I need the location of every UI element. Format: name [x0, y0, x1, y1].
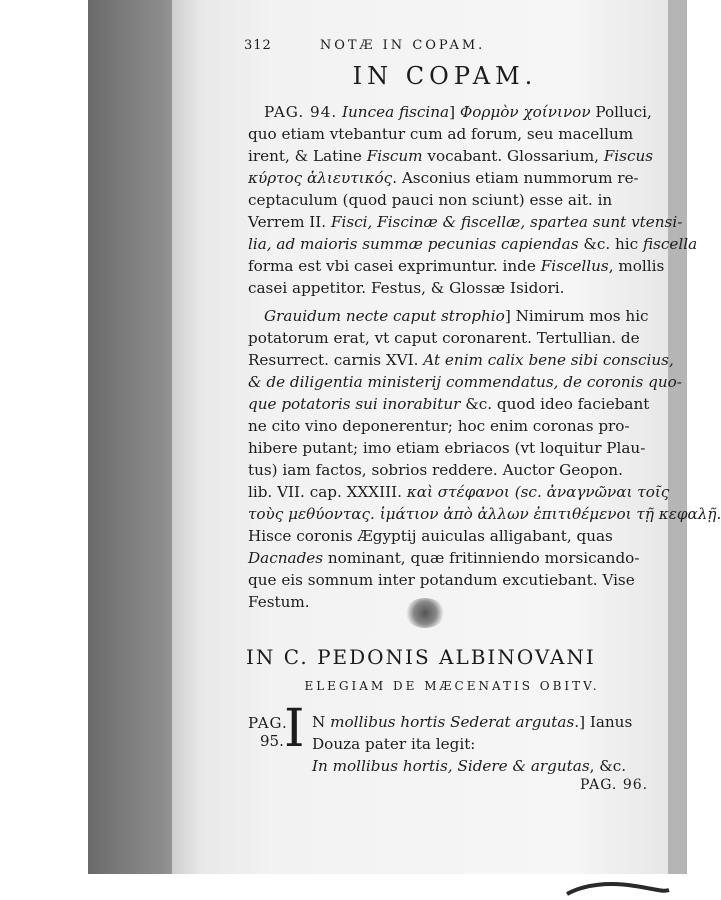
text-run: Fiscum — [366, 147, 423, 165]
elegy-line-2: Douza pater ita legit: — [312, 735, 476, 753]
text-run: &c. hic — [578, 235, 643, 253]
text-line — [248, 125, 652, 143]
text-run: Festum. — [248, 593, 310, 611]
text-run: κύρτος ἁλιευτικός — [248, 169, 393, 187]
text-line — [248, 191, 652, 209]
text-run: At enim calix bene sibi conscius, — [423, 351, 674, 369]
section2-title: IN C. PEDONIS ALBINOVANI — [246, 645, 596, 669]
text-run: mollibus hortis Sederat argutas. — [330, 713, 580, 731]
binding-wire — [565, 872, 670, 900]
text-line — [248, 505, 721, 523]
page-edge-right — [668, 0, 687, 880]
text-line — [248, 213, 683, 231]
book-spine-shadow — [88, 0, 178, 880]
text-run: Fiscus — [603, 147, 654, 165]
text-line — [248, 257, 665, 275]
text-run: Fisci, Fiscinæ & fiscellæ, spartea sunt vtensi- — [330, 213, 683, 231]
text-line — [248, 549, 652, 567]
text-run: fiscella — [642, 235, 698, 253]
scan-margin-left — [0, 0, 88, 900]
elegy-line-1 — [312, 713, 652, 731]
text-line — [248, 147, 652, 165]
text-run: forma est vbi casei exprimuntur. inde — [248, 257, 541, 275]
text-run: , &c. — [589, 757, 627, 775]
text-run: Hisce coronis Ægyptij auiculas alligabant, quas — [248, 527, 613, 545]
text-run: &c. quod ideo faciebant — [460, 395, 650, 413]
text-run: ne cito vino deponerentur; hoc enim coronas pro- — [248, 417, 630, 435]
text-run: ] Nimirum mos hic — [504, 307, 649, 325]
text-run: Iuncea fiscina — [337, 103, 450, 121]
page-reference — [248, 714, 288, 750]
text-run: lib. VII. cap. XXXIII. — [248, 483, 407, 501]
text-run: quo etiam vtebantur cum ad forum, seu macellum — [248, 125, 634, 143]
text-run: & de diligentia ministerij commendatus, de coronis quo- — [248, 373, 682, 391]
pag-number: 95. — [260, 732, 284, 750]
text-run: ] Ianus — [579, 713, 633, 731]
text-run: , mollis — [608, 257, 665, 275]
text-line — [248, 235, 698, 253]
drop-cap: I — [284, 699, 305, 759]
page-number: 312 — [244, 38, 272, 53]
text-run: irent, & Latine — [248, 147, 367, 165]
text-run: Grauidum necte caput strophio — [264, 307, 505, 325]
text-run: que potatoris sui inorabitur — [248, 395, 461, 413]
text-run: nominant, quæ fritinniendo morsicando- — [323, 549, 640, 567]
text-run: potatorum erat, vt caput coronarent. Tertullian. de — [248, 329, 640, 347]
text-run: que eis somnum inter potandum excutiebant. Vise — [248, 571, 635, 589]
running-title: NOTÆ IN COPAM. — [319, 38, 486, 53]
text-run: Polluci, — [590, 103, 652, 121]
text-run: In mollibus hortis, Sidere & argutas — [312, 757, 590, 775]
text-line — [248, 279, 652, 297]
text-run: Verrem II. — [248, 213, 331, 231]
text-line — [248, 329, 652, 347]
text-run: Fiscellus — [540, 257, 609, 275]
text-line — [248, 461, 652, 479]
text-line — [248, 527, 652, 545]
text-run: Φορμὸν χοίνινον — [459, 103, 591, 121]
text-run: ceptaculum (quod pauci non sciunt) esse ait. in — [248, 191, 613, 209]
text-run: ] — [449, 103, 460, 121]
text-line — [248, 395, 652, 413]
text-run: . Asconius etiam nummorum re- — [392, 169, 639, 187]
text-line — [264, 307, 668, 325]
text-run: lia, ad maioris summæ pecunias capiendas — [248, 235, 579, 253]
text-line — [264, 103, 668, 121]
text-run: tus) iam factos, sobrios reddere. Auctor Geopon. — [248, 461, 623, 479]
text-run: τοὺς μεθύοντας. ἱμάτιον ἀπὸ ἀλλων ἐπιτιθέμενοι τῇ κεφαλῇ. — [248, 505, 721, 523]
pag-label: PAG. — [248, 714, 288, 732]
text-line — [248, 351, 674, 369]
text-run: N — [312, 713, 331, 731]
text-run: Dacnades — [248, 549, 324, 567]
text-line — [248, 483, 670, 501]
text-line — [248, 593, 652, 611]
section2-subtitle: ELEGIAM DE MÆCENATIS OBITV. — [304, 679, 600, 693]
text-run: PAG. 94. — [264, 103, 338, 121]
catchword: PAG. 96. — [580, 777, 649, 793]
text-run: vocabant. Glossarium, — [422, 147, 604, 165]
text-run: casei appetitor. Festus, & Glossæ Isidori. — [248, 279, 565, 297]
text-run: καὶ στέφανοι (sc. ἀναγνῶναι τοῖς — [406, 483, 670, 501]
section-title: IN COPAM. — [352, 62, 538, 90]
text-run: Resurrect. carnis XVI. — [248, 351, 424, 369]
text-line — [248, 169, 652, 187]
text-line — [248, 571, 652, 589]
text-line — [248, 417, 652, 435]
text-line — [248, 373, 682, 391]
elegy-line-3 — [312, 757, 652, 775]
text-run: hibere putant; imo etiam ebriacos (vt loquitur Plau- — [248, 439, 646, 457]
running-header — [244, 38, 644, 53]
text-line — [248, 439, 652, 457]
